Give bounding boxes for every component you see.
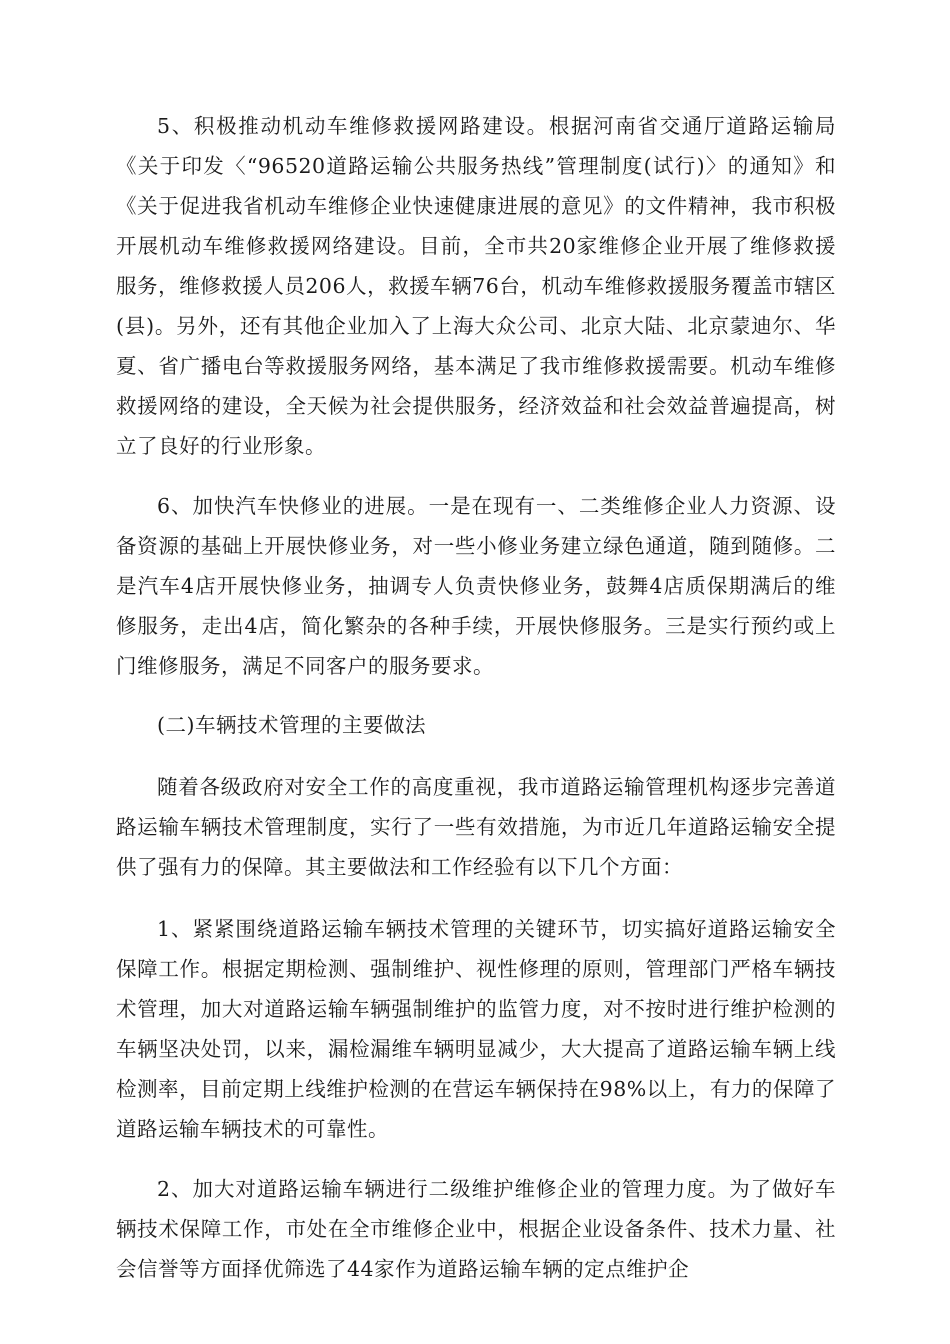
paragraph-key-links: 1、紧紧围绕道路运输车辆技术管理的关键环节，切实搞好道路运输安全保障工作。根据定期检测、强制维护、视性修理的原则，管理部门严格车辆技术管理，加大对道路运输车辆强制维护的监管力度，对不按时进行维护检测的车辆坚决处罚，以来，漏检漏维车辆明显减少，大大提高了道路运输车辆上线检测率，目前定期上线维护检测的在营运车辆保持在98%以上，有力的保障了道路运输车辆技术的可靠性。: [116, 917, 836, 1141]
paragraph-quick-repair: 6、加快汽车快修业的进展。一是在现有一、二类维修企业人力资源、设备资源的基础上开展快修业务，对一些小修业务建立绿色通道，随到随修。二是汽车4店开展快修业务，抽调专人负责快修业务，鼓舞4店质保期满后的维修服务，走出4店，简化繁杂的各种手续，开展快修服务。三是实行预约或上门维修服务，满足不同客户的服务要求。: [116, 494, 836, 678]
paragraph-intro-measures: 随着各级政府对安全工作的高度重视，我市道路运输管理机构逐步完善道路运输车辆技术管理制度，实行了一些有效措施，为市近几年道路运输安全提供了强有力的保障。其主要做法和工作经验有以下几个方面：: [116, 775, 836, 879]
section-heading-vehicle-tech-management: (二)车辆技术管理的主要做法: [157, 713, 426, 737]
document-body: [116, 106, 836, 1289]
paragraph-secondary-maintenance: 2、加大对道路运输车辆进行二级维护维修企业的管理力度。为了做好车辆技术保障工作，市处在全市维修企业中，根据企业设备条件、技术力量、社会信誉等方面择优筛选了44家作为道路运输车辆的定点维护企: [116, 1177, 836, 1281]
paragraph-repair-rescue-network: 5、积极推动机动车维修救援网路建设。根据河南省交通厅道路运输局《关于印发〈“96520道路运输公共服务热线”管理制度(试行)〉的通知》和《关于促进我省机动车维修企业快速健康进展的意见》的文件精神，我市积极开展机动车维修救援网络建设。目前，全市共20家维修企业开展了维修救援服务，维修救援人员206人，救援车辆76台，机动车维修救援服务覆盖市辖区(县)。另外，还有其他企业加入了上海大众公司、北京大陆、北京蒙迪尔、华夏、省广播电台等救援服务网络，基本满足了我市维修救援需要。机动车维修救援网络的建设，全天候为社会提供服务，经济效益和社会效益普遍提高，树立了良好的行业形象。: [116, 114, 836, 458]
